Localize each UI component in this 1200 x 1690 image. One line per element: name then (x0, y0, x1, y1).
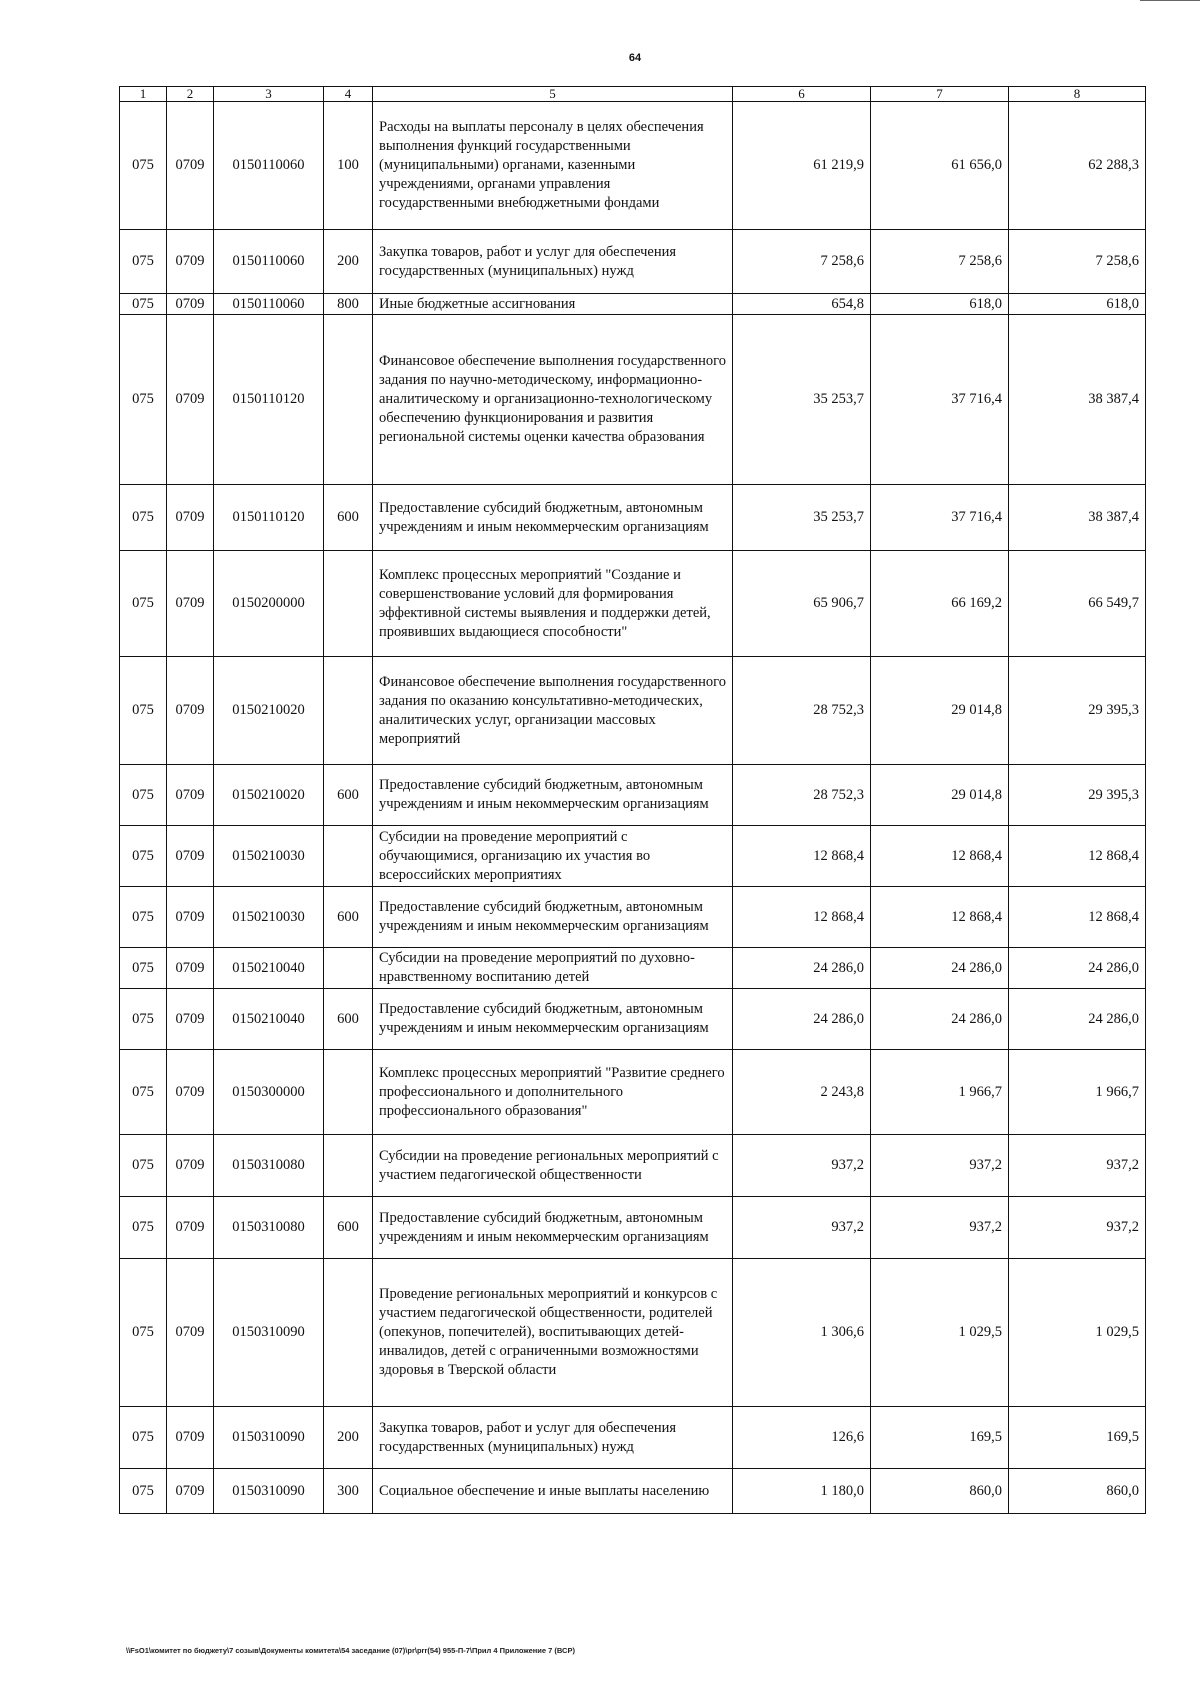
expense-type-code: 100 (324, 102, 373, 230)
amount-col7: 937,2 (871, 1135, 1009, 1197)
section-code: 0709 (167, 485, 214, 551)
target-article-code: 0150210030 (214, 826, 324, 887)
expense-type-code: 600 (324, 485, 373, 551)
amount-col8: 1 966,7 (1009, 1050, 1146, 1135)
item-description: Проведение региональных мероприятий и конкурсов с участием педагогической общественности, родителей (опекунов, попечителей), воспитывающих детей-инвалидов, детей с ограниченными возможностями здоровья в Тверской области (373, 1259, 733, 1407)
ministry-code: 075 (120, 1050, 167, 1135)
ministry-code: 075 (120, 485, 167, 551)
column-header: 7 (871, 87, 1009, 102)
ministry-code: 075 (120, 1135, 167, 1197)
table-row (120, 1469, 1146, 1514)
item-description: Финансовое обеспечение выполнения государственного задания по научно-методическому, информационно-аналитическому и организационно-технологическому обеспечению функционирования и развития региональной системы оценки качества образования (373, 315, 733, 485)
ministry-code: 075 (120, 1197, 167, 1259)
column-header: 6 (733, 87, 871, 102)
amount-col6: 28 752,3 (733, 765, 871, 826)
target-article-code: 0150110060 (214, 230, 324, 294)
amount-col6: 24 286,0 (733, 948, 871, 989)
target-article-code: 0150110120 (214, 315, 324, 485)
amount-col6: 654,8 (733, 294, 871, 315)
amount-col8: 937,2 (1009, 1135, 1146, 1197)
amount-col6: 24 286,0 (733, 989, 871, 1050)
amount-col8: 29 395,3 (1009, 657, 1146, 765)
amount-col8: 38 387,4 (1009, 315, 1146, 485)
expense-type-code (324, 657, 373, 765)
ministry-code: 075 (120, 102, 167, 230)
amount-col7: 61 656,0 (871, 102, 1009, 230)
section-code: 0709 (167, 1197, 214, 1259)
amount-col8: 12 868,4 (1009, 887, 1146, 948)
amount-col6: 1 180,0 (733, 1469, 871, 1514)
table-row (120, 887, 1146, 948)
amount-col8: 860,0 (1009, 1469, 1146, 1514)
amount-col7: 1 029,5 (871, 1259, 1009, 1407)
ministry-code: 075 (120, 551, 167, 657)
item-description: Предоставление субсидий бюджетным, автономным учреждениям и иным некоммерческим организациям (373, 989, 733, 1050)
amount-col7: 29 014,8 (871, 657, 1009, 765)
amount-col8: 24 286,0 (1009, 989, 1146, 1050)
amount-col8: 66 549,7 (1009, 551, 1146, 657)
column-header: 8 (1009, 87, 1146, 102)
ministry-code: 075 (120, 1259, 167, 1407)
column-header: 2 (167, 87, 214, 102)
table-row (120, 765, 1146, 826)
section-code: 0709 (167, 1050, 214, 1135)
section-code: 0709 (167, 1135, 214, 1197)
ministry-code: 075 (120, 315, 167, 485)
item-description: Субсидии на проведение региональных мероприятий с участием педагогической общественности (373, 1135, 733, 1197)
table-row (120, 485, 1146, 551)
amount-col6: 28 752,3 (733, 657, 871, 765)
amount-col7: 12 868,4 (871, 826, 1009, 887)
expense-type-code: 800 (324, 294, 373, 315)
expense-type-code (324, 948, 373, 989)
amount-col6: 937,2 (733, 1197, 871, 1259)
header-row (120, 87, 1146, 102)
section-code: 0709 (167, 294, 214, 315)
amount-col8: 937,2 (1009, 1197, 1146, 1259)
item-description: Субсидии на проведение мероприятий по духовно-нравственному воспитанию детей (373, 948, 733, 989)
table-row (120, 294, 1146, 315)
expense-type-code: 600 (324, 989, 373, 1050)
item-description: Субсидии на проведение мероприятий с обучающимися, организацию их участия во всероссийских мероприятиях (373, 826, 733, 887)
expense-type-code: 600 (324, 1197, 373, 1259)
column-header: 4 (324, 87, 373, 102)
amount-col8: 169,5 (1009, 1407, 1146, 1469)
expense-type-code (324, 315, 373, 485)
amount-col6: 1 306,6 (733, 1259, 871, 1407)
amount-col6: 937,2 (733, 1135, 871, 1197)
table-row (120, 1407, 1146, 1469)
ministry-code: 075 (120, 826, 167, 887)
target-article-code: 0150310090 (214, 1259, 324, 1407)
amount-col6: 35 253,7 (733, 485, 871, 551)
table-row (120, 230, 1146, 294)
target-article-code: 0150210020 (214, 657, 324, 765)
amount-col7: 24 286,0 (871, 989, 1009, 1050)
item-description: Предоставление субсидий бюджетным, автономным учреждениям и иным некоммерческим организациям (373, 887, 733, 948)
target-article-code: 0150210020 (214, 765, 324, 826)
target-article-code: 0150310090 (214, 1469, 324, 1514)
expense-type-code (324, 1259, 373, 1407)
section-code: 0709 (167, 887, 214, 948)
amount-col7: 12 868,4 (871, 887, 1009, 948)
table-row (120, 826, 1146, 887)
amount-col8: 1 029,5 (1009, 1259, 1146, 1407)
footer-file-path: \\FsO1\комитет по бюджету\7 созыв\Документы комитета\54 заседание (07)\pr\prr(54) 955-П-7\Прил 4 Приложение 7 (ВСР) (126, 1646, 575, 1655)
item-description: Предоставление субсидий бюджетным, автономным учреждениям и иным некоммерческим организациям (373, 765, 733, 826)
ministry-code: 075 (120, 1469, 167, 1514)
expense-type-code: 300 (324, 1469, 373, 1514)
item-description: Закупка товаров, работ и услуг для обеспечения государственных (муниципальных) нужд (373, 230, 733, 294)
table-row (120, 1050, 1146, 1135)
ministry-code: 075 (120, 948, 167, 989)
section-code: 0709 (167, 989, 214, 1050)
ministry-code: 075 (120, 230, 167, 294)
column-header: 1 (120, 87, 167, 102)
expense-type-code (324, 826, 373, 887)
expense-type-code: 200 (324, 230, 373, 294)
ministry-code: 075 (120, 294, 167, 315)
budget-table (119, 86, 1146, 1514)
item-description: Социальное обеспечение и иные выплаты населению (373, 1469, 733, 1514)
table-row (120, 1259, 1146, 1407)
edge-mark (1140, 0, 1200, 4)
page-number: 64 (628, 52, 642, 64)
amount-col7: 937,2 (871, 1197, 1009, 1259)
item-description: Закупка товаров, работ и услуг для обеспечения государственных (муниципальных) нужд (373, 1407, 733, 1469)
amount-col6: 12 868,4 (733, 887, 871, 948)
section-code: 0709 (167, 315, 214, 485)
item-description: Расходы на выплаты персоналу в целях обеспечения выполнения функций государственными (муниципальными) органами, казенными учреждениями, органами управления государственными внебюджетными фондами (373, 102, 733, 230)
expense-type-code (324, 1135, 373, 1197)
table-row (120, 102, 1146, 230)
amount-col7: 169,5 (871, 1407, 1009, 1469)
amount-col8: 62 288,3 (1009, 102, 1146, 230)
table-row (120, 315, 1146, 485)
target-article-code: 0150210040 (214, 989, 324, 1050)
section-code: 0709 (167, 102, 214, 230)
amount-col7: 29 014,8 (871, 765, 1009, 826)
expense-type-code: 600 (324, 765, 373, 826)
amount-col7: 860,0 (871, 1469, 1009, 1514)
amount-col7: 37 716,4 (871, 315, 1009, 485)
amount-col7: 24 286,0 (871, 948, 1009, 989)
section-code: 0709 (167, 551, 214, 657)
item-description: Комплекс процессных мероприятий "Развитие среднего профессионального и дополнительного профессионального образования" (373, 1050, 733, 1135)
item-description: Предоставление субсидий бюджетным, автономным учреждениям и иным некоммерческим организациям (373, 485, 733, 551)
section-code: 0709 (167, 657, 214, 765)
amount-col8: 12 868,4 (1009, 826, 1146, 887)
expense-type-code (324, 1050, 373, 1135)
table-row (120, 989, 1146, 1050)
item-description: Комплекс процессных мероприятий "Создание и совершенствование условий для формирования эффективной системы выявления и поддержки детей, проявивших выдающиеся способности" (373, 551, 733, 657)
target-article-code: 0150210040 (214, 948, 324, 989)
table-row (120, 657, 1146, 765)
amount-col6: 126,6 (733, 1407, 871, 1469)
column-header: 5 (373, 87, 733, 102)
table-row (120, 948, 1146, 989)
item-description: Финансовое обеспечение выполнения государственного задания по оказанию консультативно-методических, аналитических услуг, организации массовых мероприятий (373, 657, 733, 765)
ministry-code: 075 (120, 657, 167, 765)
target-article-code: 0150300000 (214, 1050, 324, 1135)
table-row (120, 551, 1146, 657)
expense-type-code: 200 (324, 1407, 373, 1469)
amount-col7: 37 716,4 (871, 485, 1009, 551)
target-article-code: 0150110060 (214, 102, 324, 230)
amount-col7: 1 966,7 (871, 1050, 1009, 1135)
amount-col7: 618,0 (871, 294, 1009, 315)
target-article-code: 0150310090 (214, 1407, 324, 1469)
target-article-code: 0150110120 (214, 485, 324, 551)
target-article-code: 0150110060 (214, 294, 324, 315)
amount-col8: 24 286,0 (1009, 948, 1146, 989)
ministry-code: 075 (120, 1407, 167, 1469)
amount-col8: 618,0 (1009, 294, 1146, 315)
amount-col6: 65 906,7 (733, 551, 871, 657)
section-code: 0709 (167, 1407, 214, 1469)
amount-col8: 38 387,4 (1009, 485, 1146, 551)
table-row (120, 1135, 1146, 1197)
amount-col6: 61 219,9 (733, 102, 871, 230)
table-row (120, 1197, 1146, 1259)
amount-col7: 66 169,2 (871, 551, 1009, 657)
amount-col6: 7 258,6 (733, 230, 871, 294)
expense-type-code (324, 551, 373, 657)
section-code: 0709 (167, 948, 214, 989)
target-article-code: 0150310080 (214, 1135, 324, 1197)
amount-col8: 7 258,6 (1009, 230, 1146, 294)
section-code: 0709 (167, 1469, 214, 1514)
amount-col6: 35 253,7 (733, 315, 871, 485)
section-code: 0709 (167, 230, 214, 294)
amount-col6: 12 868,4 (733, 826, 871, 887)
target-article-code: 0150210030 (214, 887, 324, 948)
amount-col6: 2 243,8 (733, 1050, 871, 1135)
target-article-code: 0150200000 (214, 551, 324, 657)
amount-col8: 29 395,3 (1009, 765, 1146, 826)
ministry-code: 075 (120, 989, 167, 1050)
column-header: 3 (214, 87, 324, 102)
target-article-code: 0150310080 (214, 1197, 324, 1259)
ministry-code: 075 (120, 887, 167, 948)
ministry-code: 075 (120, 765, 167, 826)
item-description: Иные бюджетные ассигнования (373, 294, 733, 315)
expense-type-code: 600 (324, 887, 373, 948)
section-code: 0709 (167, 826, 214, 887)
section-code: 0709 (167, 765, 214, 826)
section-code: 0709 (167, 1259, 214, 1407)
item-description: Предоставление субсидий бюджетным, автономным учреждениям и иным некоммерческим организациям (373, 1197, 733, 1259)
amount-col7: 7 258,6 (871, 230, 1009, 294)
